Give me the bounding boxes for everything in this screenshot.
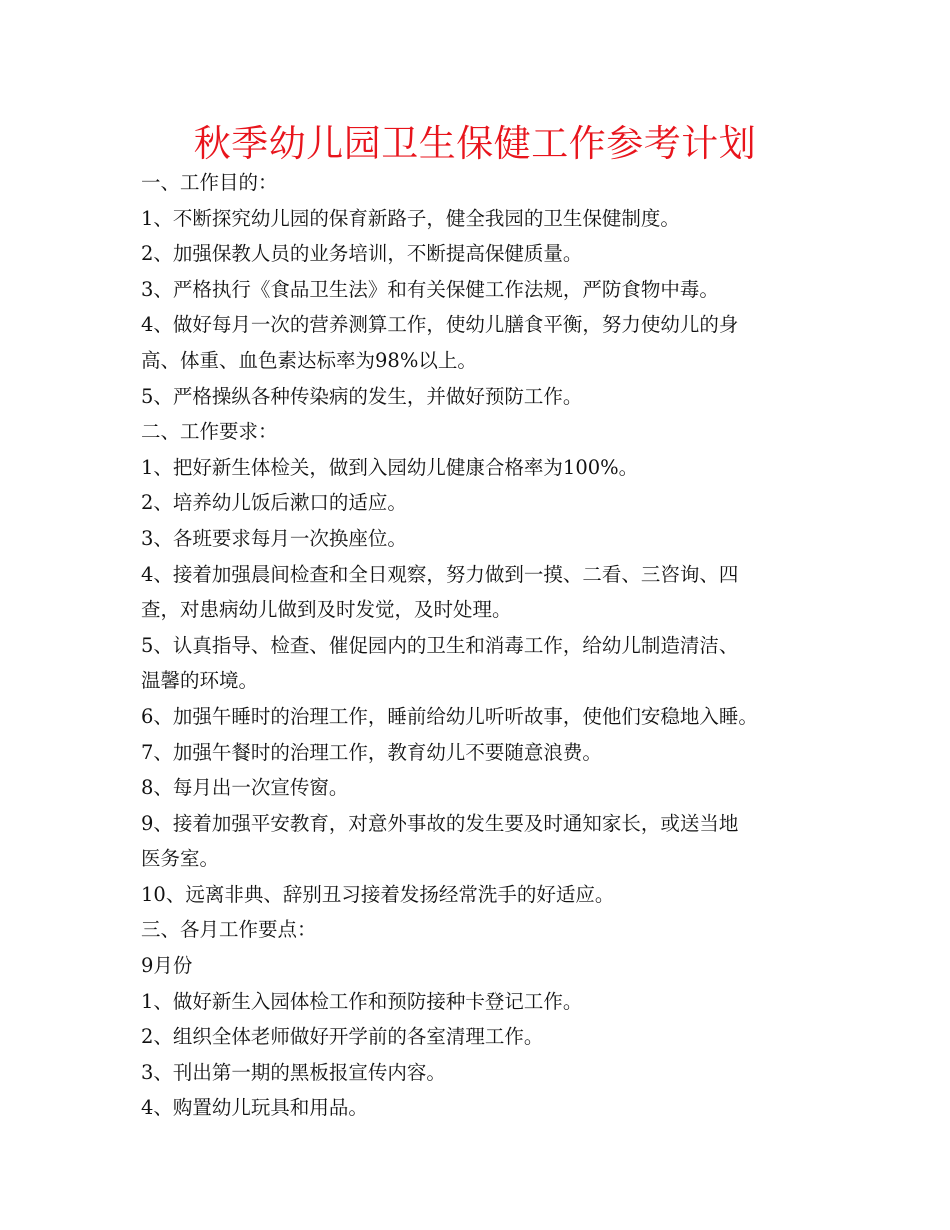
text-line: 5、严格操纵各种传染病的发生，并做好预防工作。 bbox=[141, 384, 583, 408]
text-line: 1、把好新生体检关，做到入园幼儿健康合格率为100%。 bbox=[141, 455, 639, 479]
text-line: 二、工作要求： bbox=[141, 420, 278, 444]
text-line: 2、培养幼儿饭后漱口的适应。 bbox=[141, 491, 407, 515]
text-line: 9、接着加强平安教育，对意外事故的发生要及时通知家长，或送当地 bbox=[141, 811, 739, 835]
text-line: 9月份 bbox=[141, 954, 193, 978]
text-line: 1、做好新生入园体检工作和预防接种卡登记工作。 bbox=[141, 989, 583, 1013]
text-line: 4、接着加强晨间检查和全日观察，努力做到一摸、二看、三咨询、四 bbox=[141, 562, 739, 586]
text-line: 1、不断探究幼儿园的保育新路子，健全我园的卫生保健制度。 bbox=[141, 206, 680, 230]
text-line: 医务室。 bbox=[141, 847, 220, 871]
text-line: 查，对患病幼儿做到及时发觉，及时处理。 bbox=[141, 598, 512, 622]
text-line: 一、工作目的： bbox=[141, 171, 278, 194]
text-line: 三、各月工作要点： bbox=[141, 918, 317, 942]
text-line: 2、组织全体老师做好开学前的各室清理工作。 bbox=[141, 1025, 544, 1049]
text-line: 7、加强午餐时的治理工作，教育幼儿不要随意浪费。 bbox=[141, 740, 602, 764]
document-title: 秋季幼儿园卫生保健工作参考计划 bbox=[193, 122, 757, 165]
text-line: 2、加强保教人员的业务培训，不断提高保健质量。 bbox=[141, 242, 583, 266]
text-line: 3、严格执行《食品卫生法》和有关保健工作法规，严防食物中毒。 bbox=[141, 277, 719, 301]
text-line: 3、各班要求每月一次换座位。 bbox=[141, 526, 407, 550]
text-line: 4、购置幼儿玩具和用品。 bbox=[141, 1096, 368, 1120]
text-line: 6、加强午睡时的治理工作，睡前给幼儿听听故事，使他们安稳地入睡。 bbox=[141, 704, 758, 728]
document-body bbox=[141, 165, 821, 1126]
text-line: 高、体重、血色素达标率为98%以上。 bbox=[141, 348, 477, 372]
text-line: 10、远离非典、辞别丑习接着发扬经常洗手的好适应。 bbox=[141, 882, 615, 906]
text-line: 温馨的环境。 bbox=[141, 669, 259, 693]
text-line: 5、认真指导、检查、催促园内的卫生和消毒工作，给幼儿制造清洁、 bbox=[141, 633, 739, 657]
text-line: 4、做好每月一次的营养测算工作，使幼儿膳食平衡，努力使幼儿的身 bbox=[141, 313, 739, 337]
text-line: 3、刊出第一期的黑板报宣传内容。 bbox=[141, 1060, 446, 1084]
text-line: 8、每月出一次宣传窗。 bbox=[141, 776, 349, 800]
